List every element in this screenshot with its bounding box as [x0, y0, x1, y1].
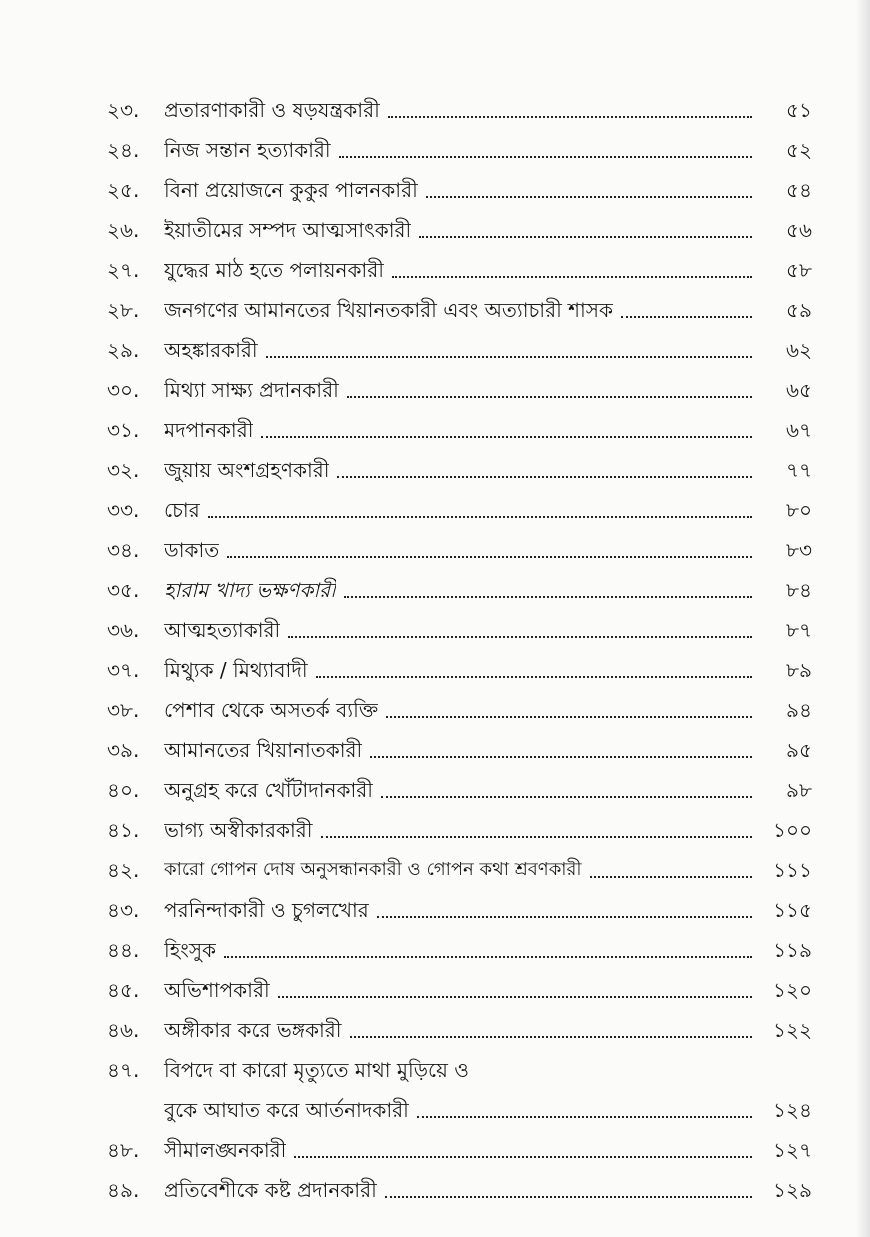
entry-title-line [164, 453, 756, 487]
entry-number: ৩৫. [107, 578, 140, 602]
toc-entry-multiline [0, 1053, 870, 1087]
entry-page-number: ৫৪ [786, 178, 812, 202]
entry-number: ২৪. [107, 138, 140, 162]
entry-page-number: ৬২ [785, 338, 812, 362]
dot-leader [350, 1036, 752, 1038]
dot-leader [227, 556, 752, 558]
dot-leader [337, 476, 752, 478]
dot-leader [278, 996, 752, 998]
entry-title: মিথ্যুক / মিথ্যাবাদী [164, 658, 308, 682]
entry-number: ৩১. [107, 418, 140, 442]
entry-title-line [164, 533, 756, 567]
toc-entry [0, 893, 870, 927]
entry-page-number: ৮৭ [786, 618, 812, 642]
entry-page-number: ৮৪ [786, 578, 812, 602]
toc-entry [0, 653, 870, 687]
entry-title-line [164, 573, 756, 607]
dot-leader [347, 396, 752, 398]
entry-page-number: ১২৯ [773, 1178, 812, 1202]
dot-leader [321, 836, 753, 838]
entry-title-line [164, 133, 756, 167]
toc-entry [0, 973, 870, 1007]
toc-entry [0, 1133, 870, 1167]
entry-page-number: ৯৫ [786, 738, 812, 762]
entry-title-line [164, 1173, 756, 1207]
entry-number: ৩০. [107, 378, 140, 402]
dot-leader [385, 1196, 752, 1198]
entry-number: ৪৯. [107, 1178, 140, 1202]
entry-title-line [164, 773, 756, 807]
toc-entry [0, 213, 870, 247]
entry-number: ৩২. [107, 458, 140, 482]
entry-page-number: ৫৮ [786, 258, 812, 282]
entry-title-line [164, 1013, 756, 1047]
dot-leader [370, 756, 752, 758]
entry-title-line [164, 373, 756, 407]
entry-title-line [164, 973, 756, 1007]
dot-leader [288, 636, 752, 638]
entry-number: ৩৯. [107, 738, 140, 762]
entry-title-line [164, 1093, 756, 1127]
entry-title-line [164, 93, 756, 127]
entry-page-number: ১২৭ [773, 1138, 812, 1162]
entry-number: ৩৪. [107, 538, 140, 562]
entry-title: অঙ্গীকার করে ভঙ্গকারী [164, 1018, 342, 1042]
entry-number: ৩৭. [107, 658, 140, 682]
entry-number: ৪৫. [107, 978, 140, 1002]
entry-number: ২৭. [107, 258, 140, 282]
entry-title: নিজ সন্তান হত্যাকারী [164, 138, 331, 162]
entry-page-number: ১২০ [773, 978, 812, 1002]
entry-title-line [164, 653, 756, 687]
toc-entry [0, 773, 870, 807]
entry-title: ইয়াতীমের সম্পদ আত্মসাৎকারী [164, 218, 412, 242]
toc-entry [0, 253, 870, 287]
entry-title-line [164, 933, 756, 967]
dot-leader [419, 236, 752, 238]
entry-title: মিথ্যা সাক্ষ্য প্রদানকারী [164, 378, 339, 402]
entry-number: ৪০. [107, 778, 140, 802]
entry-number: ৪৪. [107, 938, 140, 962]
toc-entry-continuation [0, 1093, 870, 1127]
entry-page-number: ৫২ [786, 138, 812, 162]
entry-title-line [164, 893, 756, 927]
entry-page-number: ৫৯ [786, 298, 812, 322]
toc-entry [0, 733, 870, 767]
dot-leader [266, 356, 752, 358]
dot-leader [392, 276, 752, 278]
toc-entry [0, 373, 870, 407]
toc-entry [0, 1013, 870, 1047]
entry-page-number: ১১৫ [773, 898, 812, 922]
entry-page-number: ৮৩ [786, 538, 812, 562]
entry-title-line [164, 733, 756, 767]
dot-leader [208, 516, 752, 518]
dot-leader [386, 716, 752, 718]
dot-leader [590, 876, 752, 878]
entry-page-number: ১১১ [773, 858, 812, 882]
toc-entry [0, 293, 870, 327]
dot-leader [316, 676, 752, 678]
entry-title: মদপানকারী [164, 418, 254, 442]
dot-leader [417, 1116, 752, 1118]
entry-number: ৪২. [107, 858, 140, 882]
entry-title: প্রতারণাকারী ও ষড়যন্ত্রকারী [164, 98, 380, 122]
entry-title: আত্মহত্যাকারী [164, 618, 281, 642]
entry-title-line [164, 333, 756, 367]
entry-title: হারাম খাদ্য ভক্ষণকারী [164, 578, 336, 602]
entry-title: জুয়ায় অংশগ্রহণকারী [164, 458, 330, 482]
entry-title: জনগণের আমানতের খিয়ানতকারী এবং অত্যাচারী শাসক [164, 298, 614, 322]
dot-leader [294, 1156, 752, 1158]
entry-number: ৩৩. [107, 498, 140, 522]
entry-number: ২৬. [107, 218, 140, 242]
entry-page-number: ৮৯ [786, 658, 812, 682]
entry-page-number: ১০০ [773, 818, 812, 842]
entry-number: ৪১. [107, 818, 140, 842]
entry-page-number: ৭৭ [785, 458, 812, 482]
entry-title-line [164, 693, 756, 727]
toc-entry [0, 133, 870, 167]
entry-page-number: ৬৫ [786, 378, 812, 402]
entry-page-number: ৯৪ [786, 698, 812, 722]
toc-entry [0, 453, 870, 487]
entry-number: ২৮. [107, 298, 140, 322]
entry-number: ৪৬. [107, 1018, 140, 1042]
toc-entry [0, 1173, 870, 1207]
entry-title: ডাকাত [164, 538, 220, 562]
entry-title: কারো গোপন দোষ অনুসন্ধানকারী ও গোপন কথা শ্রবণকারী [164, 859, 582, 880]
toc-entry [0, 413, 870, 447]
entry-title: অভিশাপকারী [164, 978, 270, 1002]
dot-leader [344, 596, 752, 598]
entry-page-number: ৫৬ [786, 218, 812, 242]
entry-title: প্রতিবেশীকে কষ্ট প্রদানকারী [164, 1178, 377, 1202]
entry-title-line [164, 1053, 756, 1087]
toc-entry [0, 573, 870, 607]
toc-entry [0, 693, 870, 727]
entry-title: আমানতের খিয়ানাতকারী [164, 738, 363, 762]
entry-title-line [164, 293, 756, 327]
entry-page-number: ৮০ [786, 498, 812, 522]
entry-number: ২৫. [107, 178, 140, 202]
entry-number: ২৯. [107, 338, 140, 362]
entry-title: বিনা প্রয়োজনে কুকুর পালনকারী [164, 178, 418, 202]
toc-entry [0, 493, 870, 527]
toc-entry [0, 333, 870, 367]
entry-title: চোর [164, 498, 200, 522]
entry-title: ভাগ্য অস্বীকারকারী [164, 818, 313, 842]
entry-page-number: ৬৭ [785, 418, 812, 442]
entry-page-number: ১১৯ [773, 938, 812, 962]
dot-leader [381, 796, 752, 798]
toc-entry [0, 613, 870, 647]
dot-leader [261, 436, 752, 438]
entry-title-line [164, 173, 756, 207]
entry-title-line [164, 413, 756, 447]
entry-number: ৪৮. [107, 1138, 140, 1162]
entry-title-first-line: বিপদে বা কারো মৃত্যুতে মাথা মুড়িয়ে ও [164, 1058, 469, 1082]
entry-title: সীমালঙ্ঘনকারী [164, 1138, 287, 1162]
toc-entry [0, 533, 870, 567]
entry-title-line [164, 1133, 756, 1167]
toc-entry [0, 933, 870, 967]
dot-leader [426, 196, 752, 198]
entry-number: ৪৩. [107, 898, 140, 922]
entry-title-second-line: বুকে আঘাত করে আর্তনাদকারী [164, 1098, 409, 1122]
entry-page-number: ১২৪ [773, 1098, 812, 1122]
dot-leader [621, 316, 752, 318]
entry-title: যুদ্ধের মাঠ হতে পলায়নকারী [164, 258, 384, 282]
dot-leader [388, 116, 752, 118]
entry-title-line [164, 493, 756, 527]
entry-number: ৩৮. [107, 698, 140, 722]
entry-page-number: ৯৮ [786, 778, 812, 802]
entry-title-line [164, 213, 756, 247]
toc-entry [0, 173, 870, 207]
entry-title: পেশাব থেকে অসতর্ক ব্যক্তি [164, 698, 379, 722]
dot-leader [224, 956, 752, 958]
entry-title-line [164, 253, 756, 287]
entry-title: হিংসুক [164, 938, 217, 962]
entry-number: ৩৬. [107, 618, 140, 642]
entry-number: ৪৭. [107, 1058, 140, 1082]
toc-entry [0, 813, 870, 847]
entry-page-number: ১২২ [773, 1018, 812, 1042]
dot-leader [377, 916, 752, 918]
entry-title: অনুগ্রহ করে খোঁটাদানকারী [164, 778, 373, 802]
toc-entry [0, 93, 870, 127]
dot-leader [339, 156, 752, 158]
toc-entry [0, 853, 870, 887]
entry-number: ২৩. [107, 98, 140, 122]
entry-title-line [164, 613, 756, 647]
entry-title: অহঙ্কারকারী [164, 338, 258, 362]
entry-title: পরনিন্দাকারী ও চুগলখোর [164, 898, 369, 922]
entry-title-line [164, 853, 756, 887]
entry-page-number: ৫১ [786, 98, 812, 122]
entry-title-line [164, 813, 756, 847]
